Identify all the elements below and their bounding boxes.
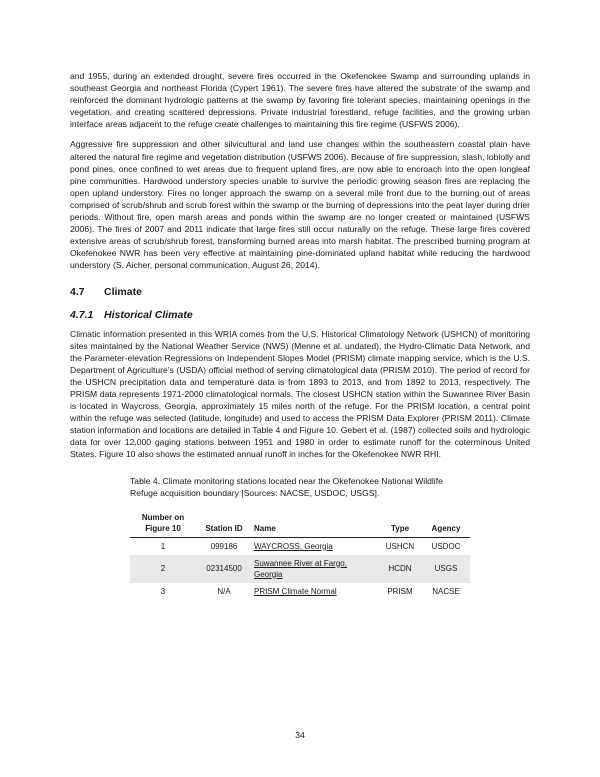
section-title: Climate bbox=[104, 285, 142, 298]
cell-agency: USGS bbox=[422, 555, 470, 583]
table-row bbox=[130, 555, 470, 583]
climate-stations-table bbox=[130, 511, 470, 600]
climate-stations-table-block bbox=[130, 475, 470, 600]
cell-type: PRISM bbox=[387, 586, 413, 596]
table-row bbox=[130, 537, 470, 555]
body-paragraph-fire-suppression: Aggressive fire suppression and other silvicultural and land use changes within the southeastern coastal plain have altered the natural fire regime and vegetation distribution (USFWS 2006). Because of fire suppression, slash, loblolly and pond pines, once confined to wet areas due to frequent upland fires, are now able to encroach into the open longleaf pine communities. Hardwood understory species unable to survive the periodic growing season fires are replacing the open upland understory. Fires no longer approach the swamp on a several mile front due to the burning out of areas comprised of scrub/shrub and scrub forest within the swamp or the burning of depressions into the peat layer during drier periods. Without fire, open marsh areas and ponds within the swamp are no longer created or maintained (USFWS 2006). The fires of 2007 and 2011 indicate that large fires still occur naturally on the refuge. These large fires covered extensive areas of scrub/shrub forest, transforming burned areas into marsh habitat. The prescribed burning program at Okefenokee NWR has been very effective at maintaining pine-dominated upland habitat while reducing the hardwood understory (S. Aicher, personal communication, August 26, 2014). bbox=[70, 139, 530, 271]
station-name-link[interactable]: Suwannee River at Fargo, Georgia bbox=[252, 555, 378, 583]
header-number: Number on Figure 10 bbox=[141, 512, 185, 533]
cell-agency: USDOC bbox=[431, 541, 461, 551]
document-page bbox=[70, 70, 530, 600]
cell-station-id: 099186 bbox=[210, 541, 238, 551]
station-name-link[interactable]: WAYCROSS, Georgia bbox=[254, 541, 333, 551]
cell-number: 3 bbox=[160, 586, 166, 596]
section-number: 4.7 bbox=[70, 285, 85, 298]
body-paragraph-climate: Climatic information presented in this WRIA comes from the U.S. Historical Climatology Network (USHCN) of monitoring sites maintained by the National Weather Service (NWS) (Menne et al. undated), the Hydro-Climatic Data Network, and the Parameter-elevation Regressions on Independent Slopes Model (PRISM) climate mapping service, which is the U.S. Department of Agriculture’s (USDA) official method of serving climatological data (PRISM 2010). The period of record for the USHCN precipitation data and temperature data is from 1893 to 2013, and from 1892 to 2013, respectively. The PRISM data represents 1971-2000 climatological normals. The closest USHCN station within the Suwannee River Basin is located in Waycross, Georgia, approximately 15 miles north of the refuge. For the PRISM location, a central point within the refuge was selected (latitude, longitude) and used to access the PRISM Data Explorer (PRISM 2011). Climate station information and locations are detailed in Table 4 and Figure 10. Gebert et al. (1987) collected soils and hydrologic data for over 12,000 gaging stations between 1951 and 1980 in order to estimate runoff for the coterminous United States. Figure 10 also shows the estimated annual runoff in inches for the Okefenokee NWR RHI. bbox=[70, 328, 530, 460]
cell-station-id: 02314500 bbox=[196, 555, 252, 583]
cell-station-id: N/A bbox=[217, 586, 231, 596]
header-agency: Agency bbox=[431, 523, 461, 533]
table-caption: Table 4. Climate monitoring stations located near the Okefenokee National Wildlife Refuge acquisition boundary [Sources: NACSE, USDOC, USGS]. bbox=[130, 475, 443, 498]
cell-type: USHCN bbox=[385, 541, 415, 551]
table-row bbox=[130, 583, 470, 600]
cell-number: 2 bbox=[130, 555, 196, 583]
station-name-link[interactable]: PRISM Climate Normal bbox=[254, 586, 337, 596]
subsection-number: 4.7.1 bbox=[70, 308, 94, 321]
subsection-heading bbox=[70, 308, 530, 322]
page-number: 34 bbox=[295, 730, 305, 740]
subsection-title: Historical Climate bbox=[104, 308, 193, 321]
header-name: Name bbox=[254, 523, 276, 533]
header-type: Type bbox=[390, 523, 410, 533]
cell-agency: NACSE bbox=[432, 586, 460, 596]
cell-number: 1 bbox=[160, 541, 166, 551]
header-station-id: Station ID bbox=[205, 523, 243, 533]
cell-type: HCDN bbox=[378, 555, 422, 583]
body-paragraph-fire-history: and 1955, during an extended drought, severe fires occurred in the Okefenokee Swamp and surrounding uplands in southeast Georgia and northeast Florida (Cypert 1961). The severe fires have altered the substrate of the swamp and reinforced the dominant hydrologic patterns at the swamp by favoring fire tolerant species, maintaining openings in the vegetation, and creating scattered depressions. Private industrial forestland, refuge facilities, and the growing urban interface areas adjacent to the refuge create challenges to maintaining this fire regime (USFWS 2006). bbox=[70, 71, 530, 130]
section-heading bbox=[70, 285, 530, 299]
table-header-row bbox=[130, 511, 470, 538]
